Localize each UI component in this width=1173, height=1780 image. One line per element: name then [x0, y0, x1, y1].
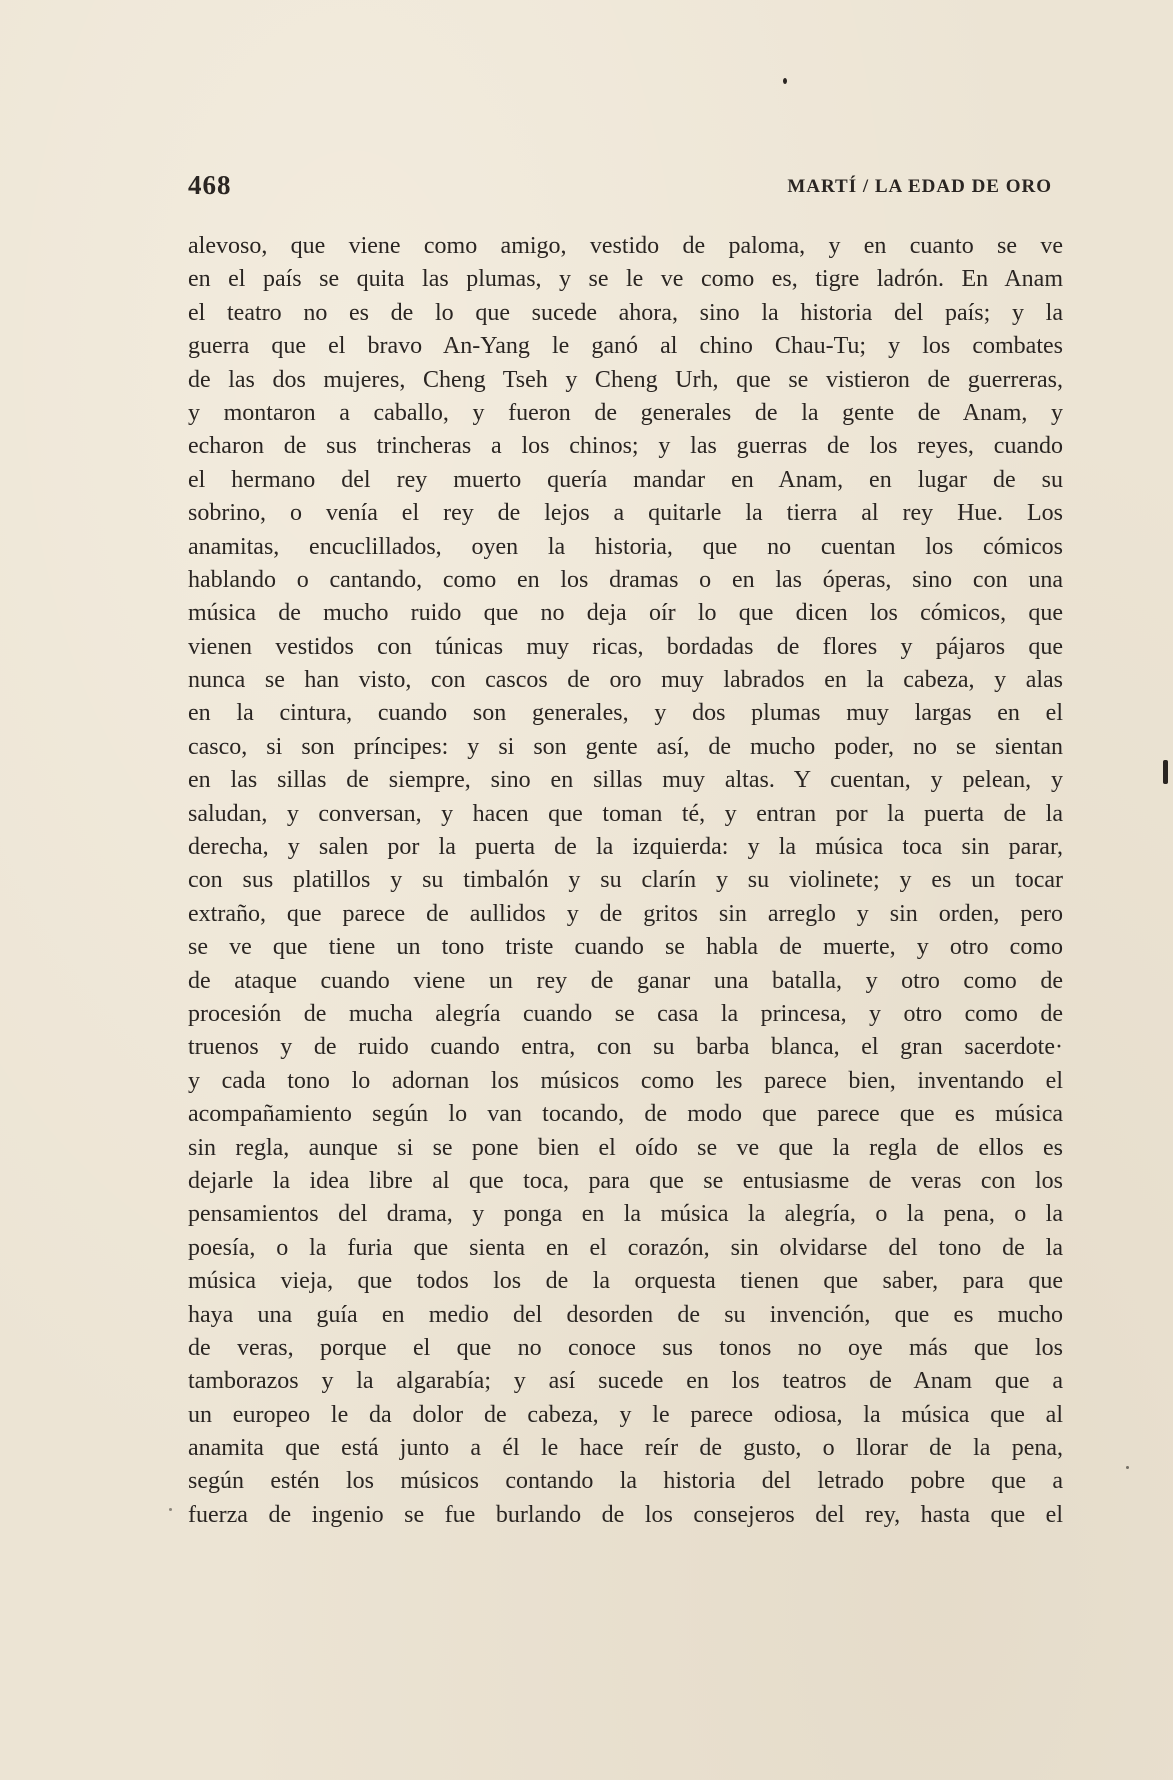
- text-line: de veras, porque el que no conoce sus tonos no oye más que los: [188, 1334, 1063, 1361]
- text-line: casco, si son príncipes: y si son gente así, de mucho poder, no se sientan: [188, 733, 1063, 760]
- text-line: pensamientos del drama, y ponga en la música la alegría, o la pena, o la: [188, 1201, 1063, 1228]
- text-line: en el país se quita las plumas, y se le ve como es, tigre ladrón. En Anam: [188, 266, 1063, 293]
- text-line: alevoso, que viene como amigo, vestido de paloma, y en cuanto se ve: [188, 233, 1063, 259]
- text-line: nunca se han visto, con cascos de oro muy labrados en la cabeza, y alas: [188, 667, 1063, 694]
- body-text: [188, 230, 1063, 1532]
- text-line: un europeo le da dolor de cabeza, y le parece odiosa, la música que al: [188, 1401, 1063, 1428]
- text-line: música vieja, que todos los de la orquesta tienen que saber, para que: [188, 1268, 1063, 1295]
- text-line: de ataque cuando viene un rey de ganar una batalla, y otro como de: [188, 967, 1063, 994]
- text-line: sobrino, o venía el rey de lejos a quitarle la tierra al rey Hue. Los: [188, 500, 1063, 527]
- running-head: [188, 170, 1052, 206]
- text-line: sin regla, aunque si se pone bien el oído se ve que la regla de ellos es: [188, 1134, 1063, 1161]
- text-line: música de mucho ruido que no deja oír lo que dicen los cómicos, que: [188, 600, 1063, 627]
- text-line: con sus platillos y su timbalón y su clarín y su violinete; y es un tocar: [188, 867, 1063, 894]
- text-line: guerra que el bravo An-Yang le ganó al chino Chau-Tu; y los combates: [188, 333, 1063, 360]
- text-line: anamitas, encuclillados, oyen la historia, que no cuentan los cómicos: [188, 533, 1063, 560]
- running-title: MARTÍ / LA EDAD DE ORO: [787, 176, 1052, 197]
- text-line: hablando o cantando, como en los dramas o en las óperas, sino con una: [188, 566, 1063, 593]
- text-line: echaron de sus trincheras a los chinos; y las guerras de los reyes, cuando: [188, 433, 1063, 460]
- text-line: se ve que tiene un tono triste cuando se habla de muerte, y otro como: [188, 934, 1063, 961]
- text-line: y montaron a caballo, y fueron de generales de la gente de Anam, y: [188, 399, 1063, 426]
- text-line: dejarle la idea libre al que toca, para que se entusiasme de veras con los: [188, 1167, 1063, 1194]
- text-line: haya una guía en medio del desorden de su invención, que es mucho: [188, 1301, 1063, 1328]
- ink-speck: [1126, 1466, 1129, 1469]
- page-number: 468: [188, 170, 232, 200]
- text-line: en las sillas de siempre, sino en sillas muy altas. Y cuentan, y pelean, y: [188, 767, 1063, 794]
- text-line: acompañamiento según lo van tocando, de modo que parece que es música: [188, 1101, 1063, 1128]
- text-line: poesía, o la furia que sienta en el corazón, sin olvidarse del tono de la: [188, 1234, 1063, 1261]
- text-line: vienen vestidos con túnicas muy ricas, bordadas de flores y pájaros que: [188, 633, 1063, 660]
- text-line: derecha, y salen por la puerta de la izquierda: y la música toca sin parar,: [188, 834, 1063, 861]
- text-line: anamita que está junto a él le hace reír de gusto, o llorar de la pena,: [188, 1435, 1063, 1462]
- ink-speck: [783, 78, 787, 84]
- text-line: el teatro no es de lo que sucede ahora, sino la historia del país; y la: [188, 299, 1063, 326]
- ink-speck: [1163, 760, 1168, 784]
- ink-speck: [169, 1508, 172, 1511]
- text-line: fuerza de ingenio se fue burlando de los consejeros del rey, hasta que el: [188, 1501, 1063, 1528]
- text-line: de las dos mujeres, Cheng Tseh y Cheng Urh, que se vistieron de guerreras,: [188, 366, 1063, 393]
- text-line: procesión de mucha alegría cuando se casa la princesa, y otro como de: [188, 1000, 1063, 1027]
- text-line: según estén los músicos contando la historia del letrado pobre que a: [188, 1468, 1063, 1495]
- text-line: en la cintura, cuando son generales, y dos plumas muy largas en el: [188, 700, 1063, 727]
- text-line: truenos y de ruido cuando entra, con su barba blanca, el gran sacerdote·: [188, 1034, 1063, 1061]
- text-line: saludan, y conversan, y hacen que toman té, y entran por la puerta de la: [188, 800, 1063, 827]
- text-line: el hermano del rey muerto quería mandar en Anam, en lugar de su: [188, 466, 1063, 493]
- text-line: tamborazos y la algarabía; y así sucede en los teatros de Anam que a: [188, 1368, 1063, 1395]
- text-line: extraño, que parece de aullidos y de gritos sin arreglo y sin orden, pero: [188, 900, 1063, 927]
- text-line: y cada tono lo adornan los músicos como les parece bien, inventando el: [188, 1067, 1063, 1094]
